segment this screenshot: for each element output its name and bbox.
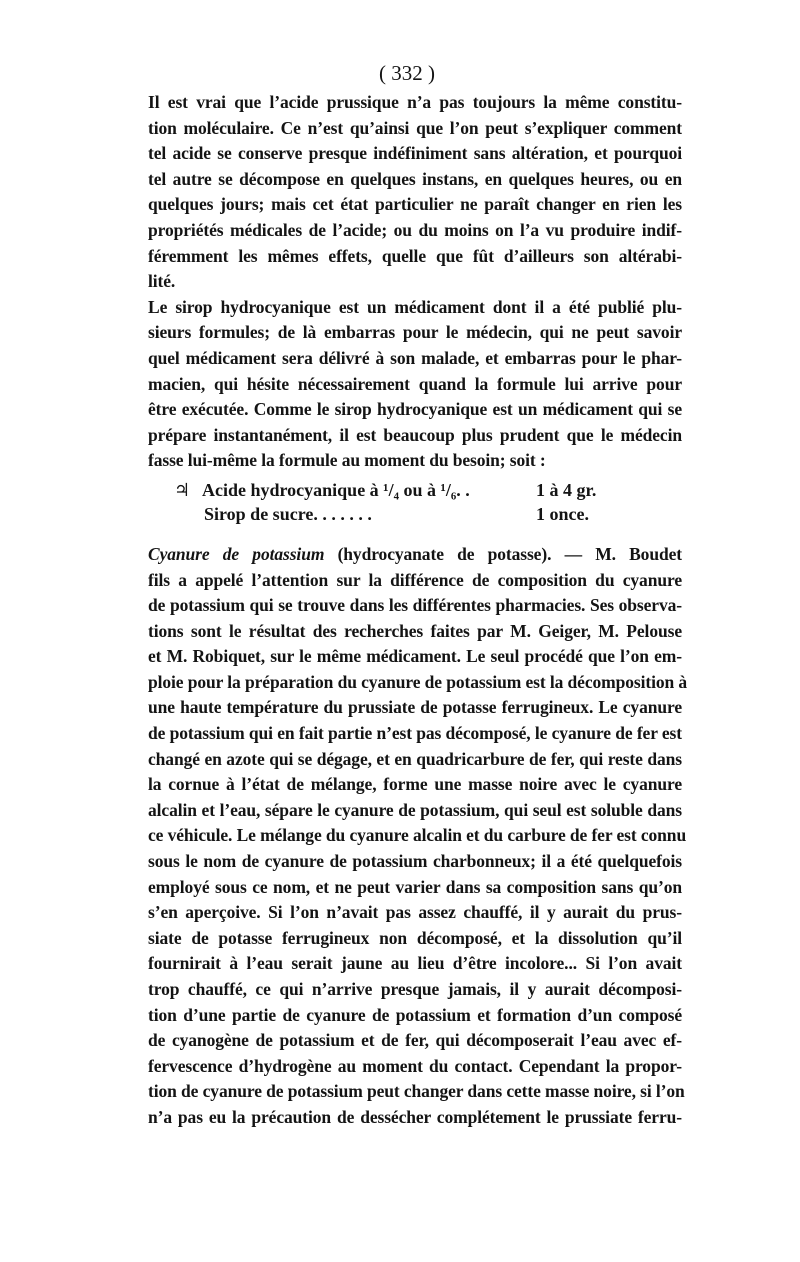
text-line: tion de cyanure de potassium peut changer dans cette masse noire, si l’on: [148, 1081, 685, 1102]
text-line: être exécutée. Comme le sirop hydrocyanique est un médicament qui se: [148, 399, 682, 420]
text-line: tion moléculaire. Ce n’est qu’ainsi que l’on peut s’expliquer comment: [148, 117, 682, 138]
text-line: s’en aperçoive. Si l’on n’avait pas assez chauffé, il y aurait du prus-: [148, 902, 682, 923]
text-line: alcalin et l’eau, sépare le cyanure de potassium, qui seul est soluble dans: [148, 799, 682, 820]
section-heading-rest: (hydrocyanate de potasse). — M. Boudet: [324, 543, 682, 564]
formula-quantity: 1 à 4 gr.: [536, 479, 597, 500]
text-line: macien, qui hésite nécessairement quand la formule lui arrive pour: [148, 373, 682, 394]
text-line: fervescence d’hydrogène au moment du contact. Cependant la propor-: [148, 1055, 682, 1076]
text-line: propriétés médicales de l’acide; ou du moins on l’a vu produire indif-: [148, 219, 682, 240]
text-line: de cyanogène de potassium et de fer, qui décomposerait l’eau avec ef-: [148, 1030, 682, 1051]
paragraph-prussic-acid: [148, 90, 682, 295]
text-line: de potassium qui en fait partie n’est pas décomposé, le cyanure de fer est: [148, 723, 682, 744]
text-line: fils a appelé l’attention sur la différence de composition du cyanure: [148, 569, 682, 590]
text-line: employé sous ce nom, et ne peut varier dans sa composition sans qu’on: [148, 876, 682, 897]
formula-ingredient: Acide hydrocyanique à ¹/₄ ou à ¹/₆. .: [202, 479, 470, 500]
formula-ingredient: Sirop de sucre. . . . . . .: [204, 503, 372, 524]
text-line: ploie pour la préparation du cyanure de potassium est la décomposition à: [148, 671, 688, 692]
text-line: quel médicament sera délivré à son malade, et embarras pour le phar-: [148, 347, 682, 368]
text-line: Il est vrai que l’acide prussique n’a pas toujours la même constitu-: [148, 92, 682, 112]
text-line: Le sirop hydrocyanique est un médicament dont il a été publié plu-: [148, 296, 682, 317]
text-line: quelques jours; mais cet état particulier ne paraît changer en rien les: [148, 194, 682, 215]
page-number: ( 332 ): [379, 61, 435, 85]
text-line: trop chauffé, ce qui n’arrive presque jamais, il y aurait décomposi-: [148, 979, 682, 999]
text-line: fournirait à l’eau serait jaune au lieu d’être incolore... Si l’on avait: [148, 953, 682, 974]
text-line: de potassium qui se trouve dans les différentes pharmacies. Ses observa-: [148, 595, 682, 616]
text-line: et M. Robiquet, sur le même médicament. Le seul procédé que l’on em-: [148, 646, 682, 667]
section-heading: Cyanure de potassium: [148, 543, 325, 564]
text-line: féremment les mêmes effets, quelle que fût d’ailleurs son altérabi-: [148, 245, 682, 266]
text-line: tel acide se conserve presque indéfiniment sans altération, et pourquoi: [148, 143, 682, 164]
text-line: ce véhicule. Le mélange du cyanure alcalin et du carbure de fer est connu: [148, 825, 687, 846]
text-line: siate de potasse ferrugineux non décomposé, et la dissolution qu’il: [148, 927, 682, 948]
text-line: tions sont le résultat des recherches faites par M. Geiger, M. Pelouse: [148, 620, 682, 641]
document-page: [148, 58, 688, 1131]
formula-quantity: 1 once.: [536, 503, 589, 524]
text-line: fasse lui-même la formule au moment du besoin; soit :: [148, 450, 546, 471]
text-line: lité.: [148, 271, 176, 292]
recipe-symbol-icon: ♃: [174, 479, 191, 500]
formula-row: [148, 478, 682, 502]
text-line: tel autre se décompose en quelques instans, en quelques heures, ou en: [148, 168, 682, 189]
paragraph-potassium-cyanide: [148, 542, 688, 1131]
formula-row: [148, 502, 682, 526]
text-line: la cornue à l’état de mélange, forme une masse noire avec le cyanure: [148, 774, 682, 795]
paragraph-hydrocyanic-syrup: [148, 295, 682, 474]
text-line: sous le nom de cyanure de potassium charbonneux; il a été quelquefois: [148, 851, 682, 872]
text-line: n’a pas eu la précaution de dessécher complétement le prussiate ferru-: [148, 1106, 682, 1127]
text-line: [148, 542, 682, 568]
text-line: une haute température du prussiate de potasse ferrugineux. Le cyanure: [148, 697, 682, 718]
prescription-formula: [148, 478, 682, 526]
text-line: changé en azote qui se dégage, et en quadricarbure de fer, qui reste dans: [148, 748, 682, 769]
text-line: prépare instantanément, il est beaucoup plus prudent que le médecin: [148, 424, 682, 445]
text-line: sieurs formules; de là embarras pour le médecin, qui ne peut savoir: [148, 322, 682, 343]
text-line: tion d’une partie de cyanure de potassium et formation d’un composé: [148, 1004, 682, 1025]
